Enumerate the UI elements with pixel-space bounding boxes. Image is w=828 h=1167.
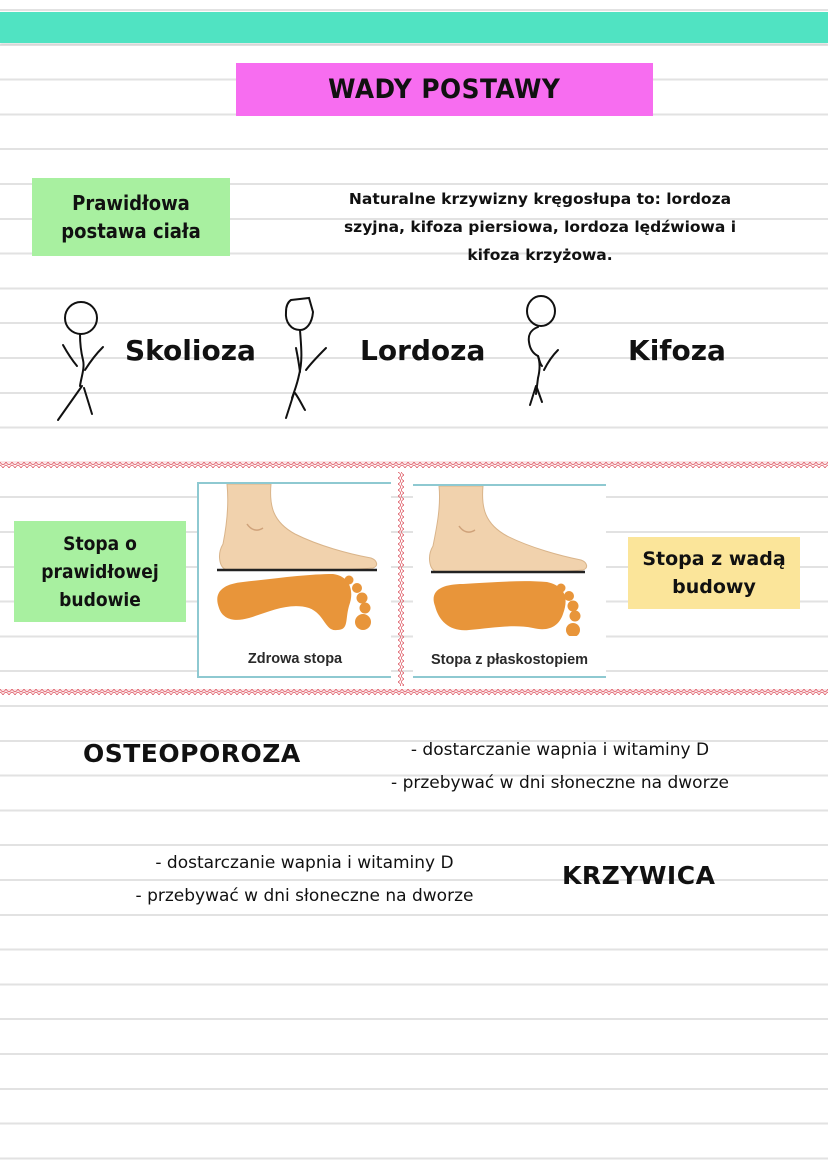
defective-foot-line-2: budowy bbox=[672, 576, 756, 598]
healthy-foot-caption: Zdrowa stopa bbox=[247, 651, 343, 667]
page-title: WADY POSTAWY bbox=[328, 74, 561, 105]
defect-label-lordosis: Lordoza bbox=[360, 334, 486, 367]
healthy-foot-line-3: budowie bbox=[59, 588, 141, 611]
healthy-foot-line-2: prawidłowej bbox=[41, 560, 159, 583]
flat-foot-image bbox=[413, 484, 606, 678]
stick-figure-scoliosis-icon bbox=[50, 290, 110, 425]
rickets-tip-2: - przebywać w dni słoneczne na dworze bbox=[135, 886, 474, 906]
flat-foot-caption: Stopa z płaskostopiem bbox=[430, 652, 589, 668]
defective-foot-line-1: Stopa z wadą bbox=[642, 548, 786, 570]
spine-curves-description bbox=[305, 185, 775, 269]
healthy-foot-label bbox=[14, 521, 186, 622]
osteoporosis-tip-2: - przebywać w dni słoneczne na dworze bbox=[391, 773, 729, 793]
feet-section-top-border bbox=[0, 462, 828, 468]
correct-posture-label bbox=[32, 178, 230, 256]
feet-section-divider bbox=[398, 472, 404, 686]
description-line-1: Naturalne krzywizny kręgosłupa to: lordoza bbox=[348, 190, 732, 208]
correct-posture-line-2: postawa ciała bbox=[61, 219, 201, 243]
rickets-tip-1: - dostarczanie wapnia i witaminy D bbox=[155, 853, 454, 873]
page-title-box bbox=[236, 63, 653, 116]
stick-figure-lordosis-icon bbox=[278, 290, 338, 425]
top-accent-bar bbox=[0, 12, 828, 43]
description-line-3: kifoza krzyżowa. bbox=[467, 246, 613, 264]
healthy-foot-line-1: Stopa o bbox=[63, 532, 137, 555]
flat-foot-icon bbox=[413, 486, 606, 636]
healthy-foot-icon bbox=[199, 484, 391, 634]
osteoporosis-tips bbox=[350, 734, 770, 800]
osteoporosis-heading: OSTEOPOROZA bbox=[83, 739, 301, 768]
healthy-foot-image bbox=[197, 482, 391, 678]
stick-figure-kyphosis-icon bbox=[520, 290, 570, 415]
correct-posture-line-1: Prawidłowa bbox=[72, 191, 190, 215]
feet-section-bottom-border bbox=[0, 689, 828, 695]
rickets-heading: KRZYWICA bbox=[562, 861, 716, 890]
osteoporosis-tip-1: - dostarczanie wapnia i witaminy D bbox=[410, 740, 710, 760]
description-line-2: szyjna, kifoza piersiowa, lordoza lędźwiowa i bbox=[343, 218, 737, 236]
defect-label-kyphosis: Kifoza bbox=[628, 334, 726, 367]
defect-label-scoliosis: Skolioza bbox=[125, 334, 256, 367]
defective-foot-label bbox=[628, 537, 800, 609]
rickets-tips bbox=[92, 847, 517, 913]
